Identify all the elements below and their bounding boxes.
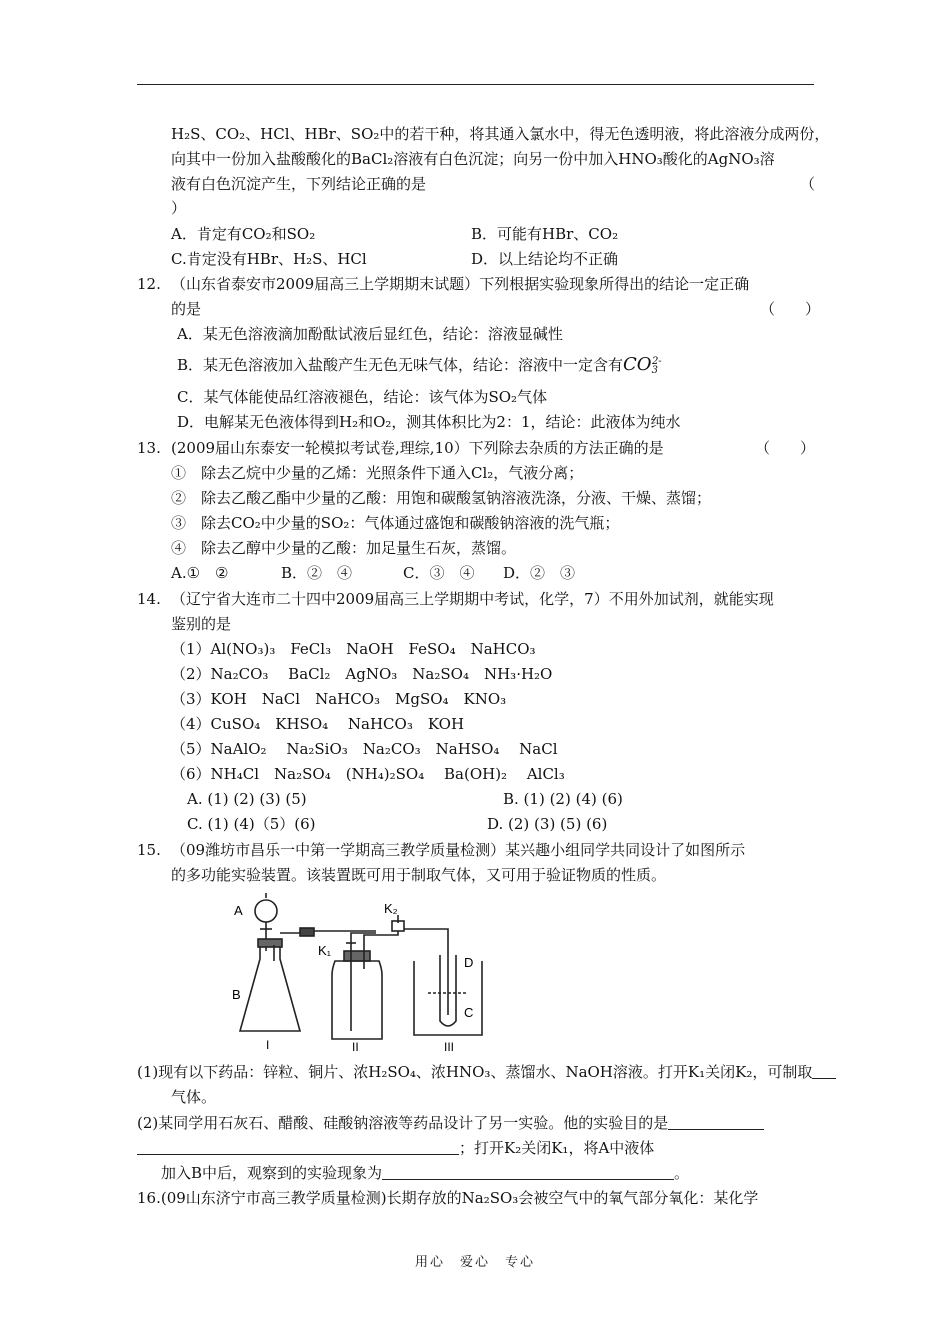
q14-group4: （4）CuSO₄ KHSO₄ NaHCO₃ KOH <box>171 715 465 733</box>
carbonate-formula: $CO_3^{2-}$ <box>623 354 662 376</box>
q11-paren-close: ） <box>171 199 187 217</box>
conical-flask-i <box>240 945 300 1031</box>
label-iii: III <box>444 1040 455 1053</box>
q11-paren-open: （ <box>800 175 816 193</box>
label-i: I <box>266 1038 270 1052</box>
q14-option-c: C. (1) (4)（5）(6) <box>187 815 316 833</box>
apparatus-diagram <box>228 893 490 1053</box>
q13-item2: ② 除去乙酸乙酯中少量的乙酸：用饱和碳酸氢钠溶液洗涤，分液、干燥、蒸馏； <box>171 489 712 507</box>
label-k2: K₂ <box>384 901 398 916</box>
q12-option-c: C．某气体能使品红溶液褪色，结论：该气体为SO₂气体 <box>177 388 548 406</box>
label-k1: K₁ <box>318 943 332 958</box>
q12-option-d: D．电解某无色液体得到H₂和O₂，测其体积比为2：1，结论：此液体为纯水 <box>177 413 681 431</box>
q13-number: 13. <box>137 439 161 457</box>
label-a: A <box>234 903 243 918</box>
q14-group1: （1）Al(NO₃)₃ FeCl₃ NaOH FeSO₄ NaHCO₃ <box>171 640 536 658</box>
q13-option-b: B．② ④ <box>281 564 353 582</box>
q15-part2-line1: (2)某同学用石灰石、醋酸、硅酸钠溶液等药品设计了另一实验。他的实验目的是 <box>137 1113 764 1133</box>
q13-line1: (2009届山东泰安一轮模拟考试卷,理综,10）下列除去杂质的方法正确的是 <box>171 439 664 457</box>
q12-line1: （山东省泰安市2009届高三上学期期末试题）下列根据实验现象所得出的结论一定正确 <box>171 275 750 293</box>
q14-group5: （5）NaAlO₂ Na₂SiO₃ Na₂CO₃ NaHSO₄ NaCl <box>171 740 558 758</box>
q14-group3: （3）KOH NaCl NaHCO₃ MgSO₄ KNO₃ <box>171 690 507 708</box>
q14-group6: （6）NH₄Cl Na₂SO₄ (NH₄)₂SO₄ Ba(OH)₂ AlCl₃ <box>171 765 565 783</box>
q13-option-c: C．③ ④ <box>403 564 475 582</box>
q11-line2: 向其中一份加入盐酸酸化的BaCl₂溶液有白色沉淀；向另一份中加入HNO₃酸化的AgNO₃溶 <box>171 150 775 168</box>
q13-option-a: A.① ② <box>171 564 229 582</box>
q12-option-b: B．某无色溶液加入盐酸产生无色无味气体，结论：溶液中一定含有 <box>177 356 624 374</box>
label-b: B <box>232 987 241 1002</box>
separatory-funnel-a <box>255 900 277 922</box>
q15-part2-line2: ；打开K₂关闭K₁，将A中液体 <box>137 1138 654 1158</box>
q15-part1-line1: (1)现有以下药品：锌粒、铜片、浓H₂SO₄、浓HNO₃、蒸馏水、NaOH溶液。打开K₁关闭K₂，可制取 <box>137 1062 836 1082</box>
q12-paren: （ ） <box>760 300 821 318</box>
q13-item1: ① 除去乙烷中少量的乙烯：光照条件下通入Cl₂，气液分离； <box>171 464 584 482</box>
q11-option-b: B．可能有HBr、CO₂ <box>471 225 619 243</box>
q12-option-a: A．某无色溶液滴加酚酞试液后显红色，结论：溶液显碱性 <box>177 325 563 343</box>
q14-line1: （辽宁省大连市二十四中2009届高三上学期期中考试，化学，7）不用外加试剂，就能实现 <box>171 590 774 608</box>
q14-option-b: B. (1) (2) (4) (6) <box>503 790 623 808</box>
q14-line2: 鉴别的是 <box>171 615 232 633</box>
q13-item4: ④ 除去乙醇中少量的乙酸：加足量生石灰，蒸馏。 <box>171 539 517 557</box>
q15-part2-line3: 加入B中后，观察到的实验现象为 。 <box>161 1164 690 1182</box>
answer-blank-1[interactable] <box>812 1064 836 1079</box>
q13-item3: ③ 除去CO₂中少量的SO₂：气体通过盛饱和碳酸钠溶液的洗气瓶； <box>171 514 620 532</box>
q15-line2: 的多功能实验装置。该装置既可用于制取气体，又可用于验证物质的性质。 <box>171 866 667 884</box>
q12-line2: 的是 <box>171 300 202 318</box>
q11-option-d: D．以上结论均不正确 <box>471 250 619 268</box>
q12-option-b-row <box>177 355 662 375</box>
answer-blank-2[interactable] <box>668 1115 764 1130</box>
answer-blank-3[interactable] <box>137 1140 459 1155</box>
answer-blank-4[interactable] <box>382 1165 674 1180</box>
q15-number: 15. <box>137 841 161 859</box>
q15-part1-line2: 气体。 <box>171 1088 217 1106</box>
q15-line1: （09潍坊市昌乐一中第一学期高三教学质量检测）某兴趣小组同学共同设计了如图所示 <box>171 841 746 859</box>
header-rule <box>137 84 814 85</box>
page-footer: 用心 爱心 专心 <box>414 1255 535 1270</box>
q16-line1: 16.(09山东济宁市高三教学质量检测)长期存放的Na₂SO₃会被空气中的氧气部分氧化：某化学 <box>137 1189 759 1207</box>
q11-option-c: C.肯定没有HBr、H₂S、HCl <box>171 250 367 268</box>
q14-option-d: D. (2) (3) (5) (6) <box>487 815 608 833</box>
label-ii: II <box>352 1040 359 1053</box>
q13-option-d: D．② ③ <box>503 564 576 582</box>
q14-group2: （2）Na₂CO₃ BaCl₂ AgNO₃ Na₂SO₄ NH₃·H₂O <box>171 665 553 683</box>
gas-bottle-ii <box>332 961 382 1039</box>
q11-line1: H₂S、CO₂、HCl、HBr、SO₂中的若干种，将其通入氯水中，得无色透明液，将此溶液分成两份， <box>171 125 830 143</box>
q12-number: 12. <box>137 275 161 293</box>
q11-option-a: A．肯定有CO₂和SO₂ <box>171 225 316 243</box>
q11-line3: 液有白色沉淀产生，下列结论正确的是 <box>171 175 427 193</box>
label-c: C <box>464 1005 474 1020</box>
q14-number: 14. <box>137 590 161 608</box>
label-d: D <box>464 955 474 970</box>
q13-paren: （ ） <box>755 439 816 457</box>
q14-option-a: A. (1) (2) (3) (5) <box>187 790 307 808</box>
